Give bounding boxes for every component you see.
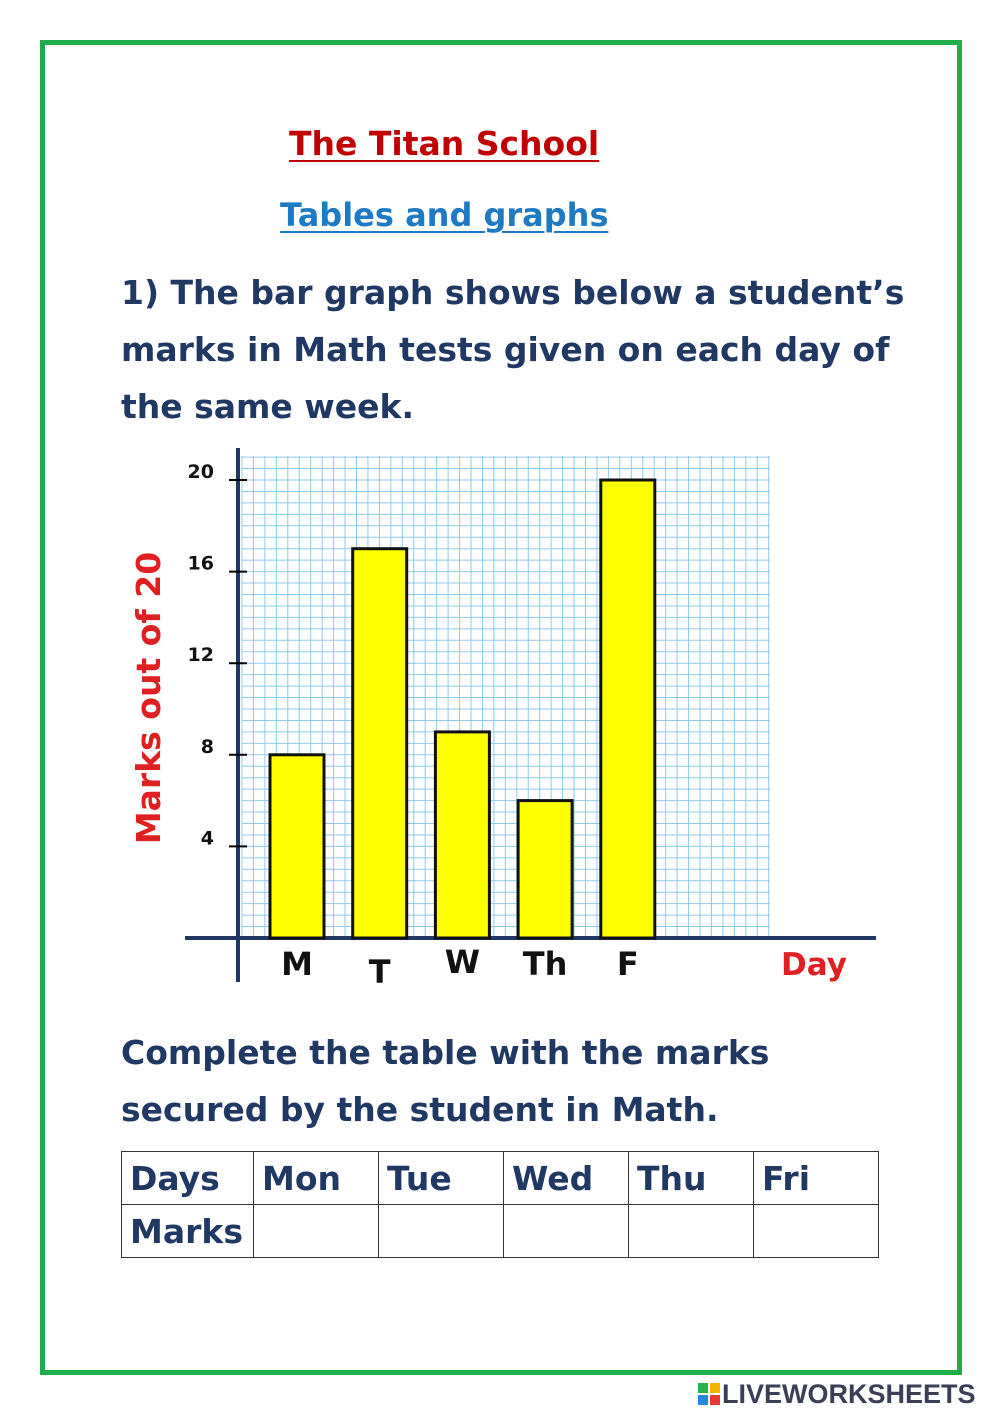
liveworksheets-text: LIVEWORKSHEETS (722, 1378, 976, 1409)
table-header-days: Days (122, 1152, 254, 1205)
y-tick-label: 8 (200, 735, 214, 758)
marks-input-wed[interactable] (504, 1205, 629, 1258)
bar-f (601, 480, 655, 938)
table-day-mon: Mon (254, 1152, 379, 1205)
marks-input-tue[interactable] (379, 1205, 504, 1258)
question-text: 1) The bar graph shows below a student’s marks in Math tests given on each day of the same week. (121, 273, 905, 426)
y-tick-label: 12 (187, 644, 214, 667)
x-tick-label: Th (522, 945, 568, 983)
y-tick-label: 4 (200, 827, 214, 850)
y-tick-label: 20 (187, 461, 214, 483)
liveworksheets-logo-icon (698, 1383, 720, 1405)
table-day-wed: Wed (504, 1152, 629, 1205)
instruction-text: Complete the table with the marks secured by the student in Math. (121, 1033, 770, 1129)
marks-input-fri[interactable] (754, 1205, 879, 1258)
bar-th (518, 801, 572, 938)
marks-input-thu[interactable] (629, 1205, 754, 1258)
table-header-marks: Marks (122, 1205, 254, 1258)
bar-t (353, 549, 407, 938)
table-row-days (122, 1152, 879, 1205)
table-day-tue: Tue (379, 1152, 504, 1205)
table-row-marks (122, 1205, 879, 1258)
liveworksheets-branding (698, 1378, 976, 1410)
x-tick-label: W (444, 943, 481, 981)
x-tick-label: F (616, 945, 639, 983)
school-title: The Titan School (289, 124, 600, 163)
bar-m (270, 755, 324, 938)
table-day-fri: Fri (754, 1152, 879, 1205)
y-axis-label: Marks out of 20 (129, 551, 168, 845)
x-tick-label: T (368, 953, 391, 991)
x-axis-label: Day (781, 947, 847, 983)
y-tick-label: 16 (187, 552, 214, 575)
worksheet-subtitle: Tables and graphs (280, 196, 609, 234)
marks-input-mon[interactable] (254, 1205, 379, 1258)
bar-w (435, 732, 489, 938)
marks-table (121, 1151, 879, 1258)
table-day-thu: Thu (629, 1152, 754, 1205)
x-tick-label: M (281, 945, 313, 983)
